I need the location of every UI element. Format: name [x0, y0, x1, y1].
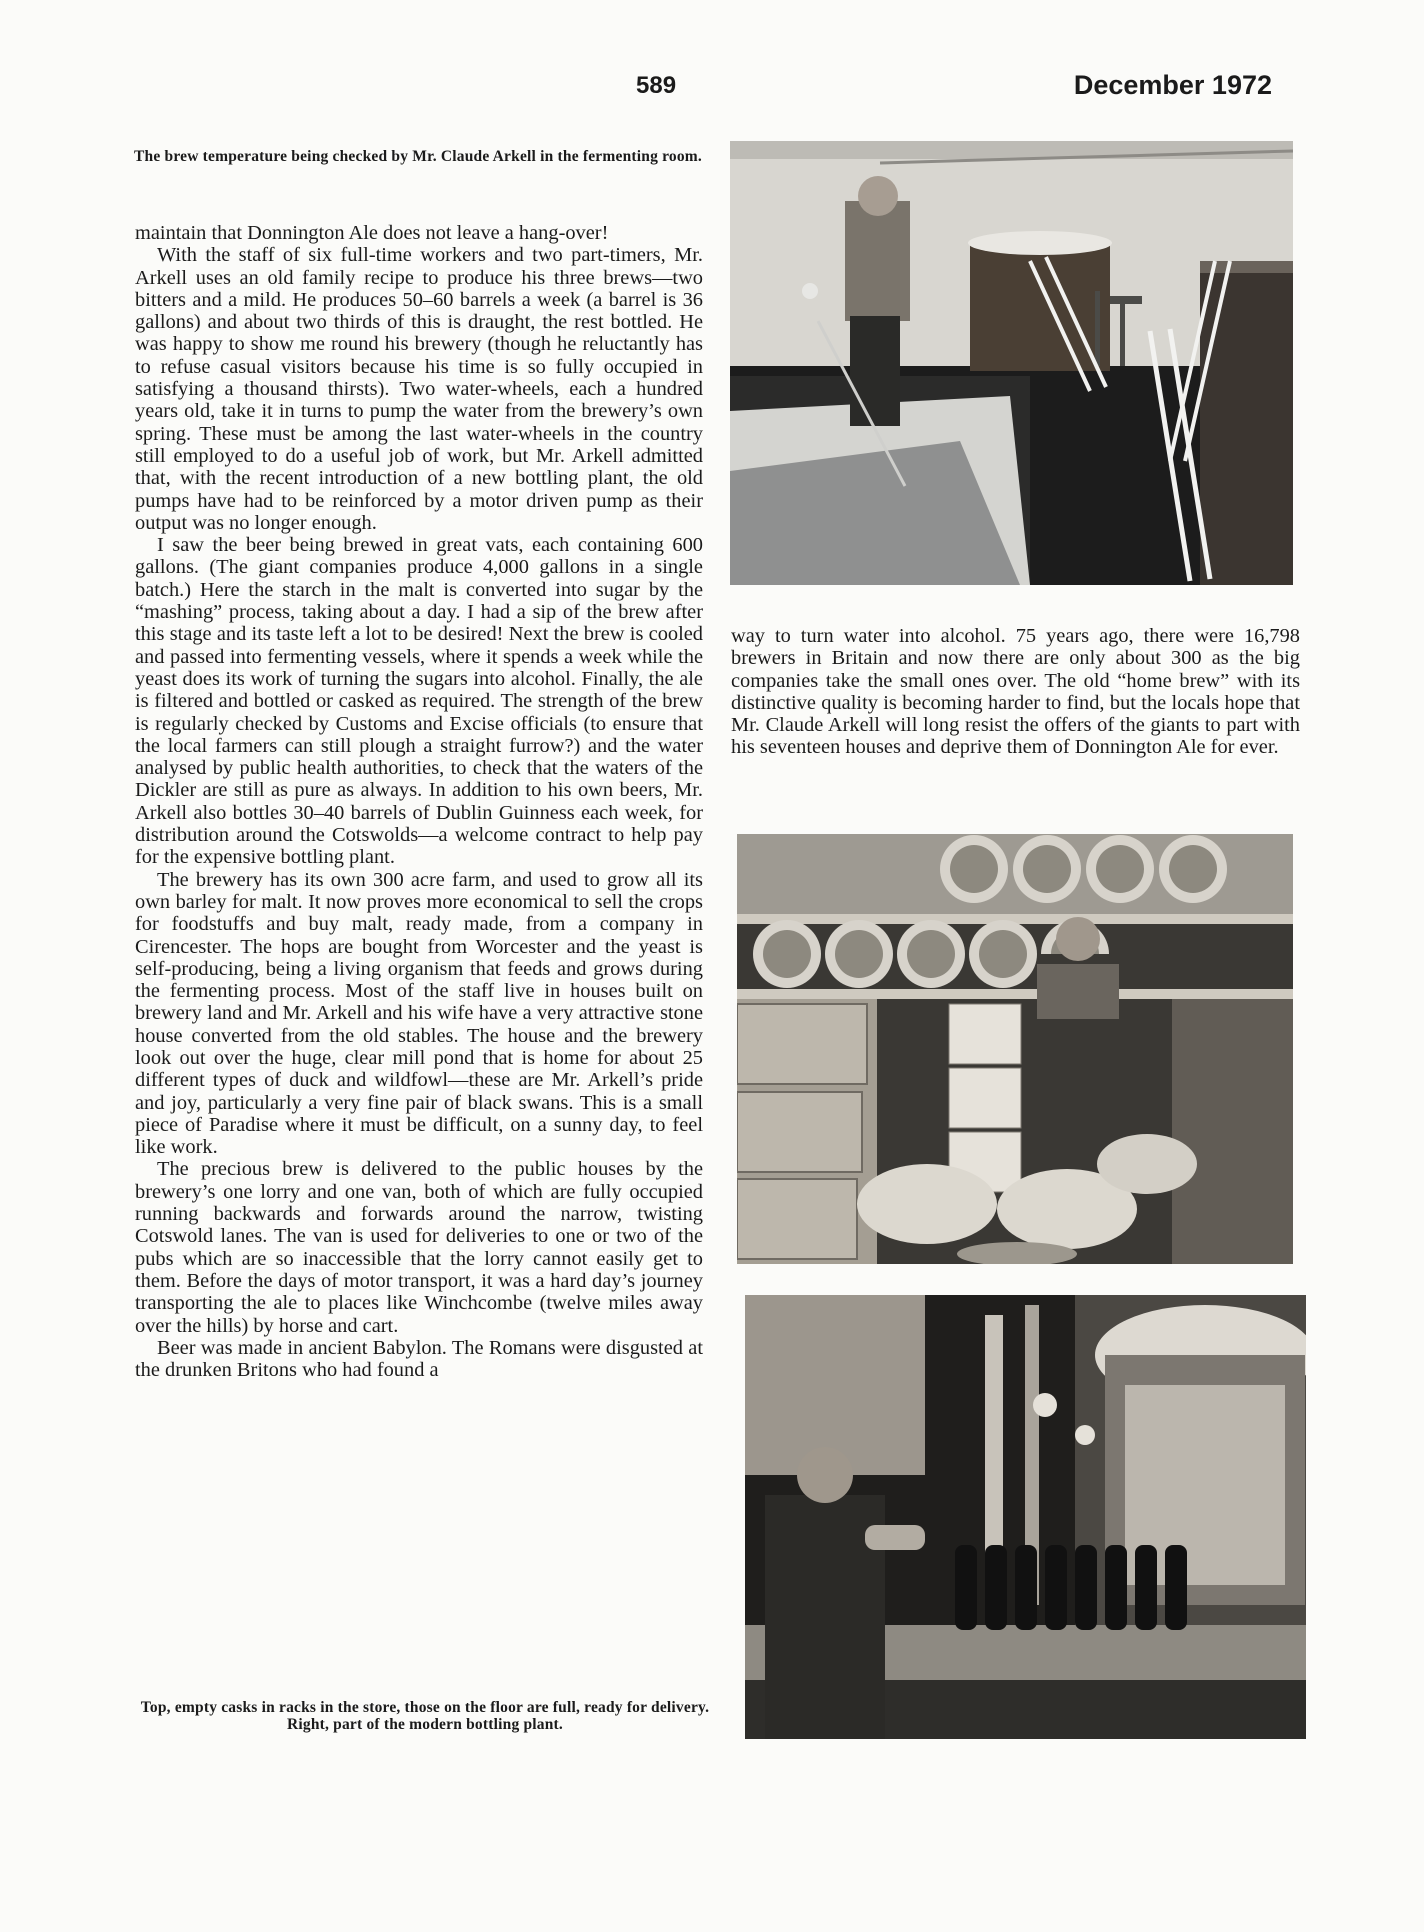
photo-bottling-plant [745, 1295, 1306, 1739]
page-number: 589 [636, 72, 677, 99]
photo-cask-store [737, 834, 1293, 1264]
article-paragraph: The precious brew is delivered to the public houses by the brewery’s one lorry and one van, both of which are fully occupied running backwards and forwards around the narrow, twisting Cotswold lanes. The van is used for deliveries to one or two of the pubs which are so inaccessible that the lorry cannot easily get to them. Before the days of motor transport, it was a hard day’s journey transporting the ale to places like Winchcombe (twelve miles away over the hills) by horse and cart. [135, 1158, 703, 1337]
article-paragraph: maintain that Donnington Ale does not leave a hang-over! [135, 222, 609, 244]
article-paragraph: Beer was made in ancient Babylon. The Romans were disgusted at the drunken Britons who had found a [135, 1336, 703, 1382]
article-left-column [135, 222, 703, 1381]
article-paragraph: way to turn water into alcohol. 75 years ago, there were 16,798 brewers in Britain and now there are only about 300 as the big companies take the small ones over. The old “home brew” with its distinctive quality is becoming harder to find, but the locals hope that Mr. Claude Arkell will long resist the offers of the giants to part with his seventeen houses and deprive them of Donnington Ale for ever. [731, 625, 1300, 759]
article-paragraph: The brewery has its own 300 acre farm, and used to grow all its own barley for malt. It now proves more economical to sell the crops for foodstuffs and buy malt, ready made, from a company in Cirencester. The hops are bought from Worcester and the yeast is self-producing, being a living organism that feeds and grows during the fermenting process. Most of the staff live in houses built on brewery land and Mr. Arkell and his wife have a very attractive stone house converted from the old stables. The house and the brewery look out over the huge, clear mill pond that is home for about 25 different types of duck and wildfowl—these are Mr. Arkell’s pride and joy, particularly a very fine pair of black swans. This is a small piece of Paradise where it must be difficult, on a sunny day, to feel like work. [135, 868, 703, 1159]
issue-date: December 1972 [1073, 70, 1272, 100]
caption-fermenting-room: The brew temperature being checked by Mr. Claude Arkell in the fermenting room. [133, 148, 702, 165]
article-right-column [731, 625, 1300, 759]
caption-casks-and-bottling: Top, empty casks in racks in the store, those on the floor are full, ready for delivery. Right, part of the modern bottling plant. [140, 1699, 710, 1733]
article-paragraph: I saw the beer being brewed in great vats, each containing 600 gallons. (The giant companies produce 4,000 gallons in a single batch.) Here the starch in the malt is converted into sugar by the “mashing” process, taking about a day. I had a sip of the brew after this stage and its taste left a lot to be desired! Next the brew is cooled and passed into fermenting vessels, where it spends a week while the yeast does its work of turning the sugars into alcohol. Finally, the ale is filtered and bottled or casked as required. The strength of the brew is regularly checked by Customs and Excise officials (to ensure that the local farmers can still plough a straight furrow?) and the water analysed by public health authorities, to check that the waters of the Dickler are still as pure as always. In addition to his own beers, Mr. Arkell also bottles 30–40 barrels of Dublin Guinness each week, for distribution around the Cotswolds—a welcome contract to help pay for the expensive bottling plant. [135, 534, 703, 869]
photo-fermenting-room [730, 141, 1293, 585]
article-paragraph: With the staff of six full-time workers and two part-timers, Mr. Arkell uses an old family recipe to produce his three brews—two bitters and a mild. He produces 50–60 barrels a week (a barrel is 36 gallons) and about two thirds of this is draught, the rest bottled. He was happy to show me round his brewery (though he reluctantly has to refuse casual visitors because his time is so fully occupied in satisfying a thousand thirsts). Two water-wheels, each a hundred years old, take it in turns to pump the water from the brewery’s own spring. These must be among the last water-wheels in the country still employed to do a useful job of work, but Mr. Arkell admitted that, with the recent introduction of a new bottling plant, the old pumps have had to be reinforced by a motor driven pump as their output was no longer enough. [135, 244, 703, 534]
